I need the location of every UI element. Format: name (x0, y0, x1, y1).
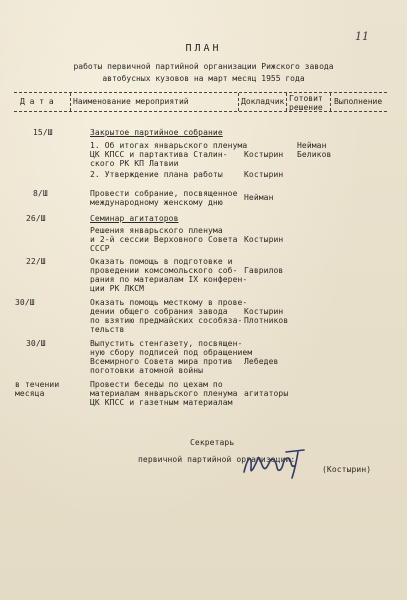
subtitle-line-2: автобусных кузовов на март месяц 1955 года (102, 74, 305, 83)
row-text: СССР (90, 244, 110, 253)
row-text: Провести беседы по цехам по (90, 380, 223, 389)
row-text: ную сбору подписей под обращением (90, 348, 253, 357)
row-speaker: Плотников (244, 316, 289, 325)
header-event: Наименование мероприятий (73, 97, 189, 106)
row-speaker: Нейман (244, 193, 274, 202)
row-date: 8/Ш (33, 189, 48, 198)
row-text: международному женскому дню (90, 198, 223, 207)
row-speaker: агитаторы (244, 389, 289, 398)
row-text: Выпустить стенгазету, посвящен- (90, 339, 243, 348)
signature-title: Секретарь (190, 438, 235, 447)
row-text: дении общего собрания завода (90, 307, 228, 316)
row-heading: Закрытое партийное собрание (90, 128, 223, 137)
row-speaker: Лебедев (244, 357, 279, 366)
row-date: 22/Ш (26, 257, 46, 266)
row-date: в течении (15, 380, 60, 389)
row-text: ции РК ЛКСМ (90, 284, 145, 293)
column-divider (286, 93, 287, 111)
page-number: 11 (355, 30, 369, 43)
row-text: Всемирного Совета мира против (90, 357, 233, 366)
row-text: Провести собрание, посвященное (90, 189, 238, 198)
row-date: 30/Ш (15, 298, 35, 307)
row-heading: Семинар агитаторов (90, 214, 179, 223)
row-text: 1. Об итогах январьского пленума (90, 141, 248, 150)
subtitle-line-1: работы первичной партийной организации Рижского завода (73, 62, 334, 71)
column-divider (70, 93, 71, 111)
row-speaker: Гаврилов (244, 266, 284, 275)
row-text: ЦК КПСС и партактива Сталин- (90, 150, 228, 159)
signature-org: первичной партийной организации: (138, 455, 296, 464)
row-date: 15/Ш (33, 128, 53, 137)
row-speaker: Костырин (244, 235, 284, 244)
row-date: 26/Ш (26, 214, 46, 223)
header-speaker: Докладчик (241, 97, 285, 106)
row-text: Решения январьского пленума (90, 226, 223, 235)
row-text: ского РК КП Латвии (90, 159, 179, 168)
row-preparer: Нейман (297, 141, 327, 150)
row-text: материалам январьского пленума (90, 389, 238, 398)
column-divider (238, 93, 239, 111)
document-title: ПЛАН (185, 43, 222, 54)
row-date: месяца (15, 389, 45, 398)
row-text: Оказать помощь в подготовке и (90, 257, 233, 266)
signature-name: (Костырин) (322, 465, 372, 474)
row-speaker: Костырин (244, 150, 284, 159)
column-divider (330, 93, 331, 111)
row-preparer: Беликов (297, 150, 332, 159)
row-text: и 2-й сессии Верховного Совета (90, 235, 238, 244)
header-date: Д а т а (20, 97, 54, 106)
header-bottom-rule (14, 111, 387, 112)
row-text: 2. Утверждение плана работы (90, 170, 223, 179)
row-text: поготовки атомной войны (90, 366, 204, 375)
row-speaker: Костырин (244, 170, 284, 179)
header-prepares: Готовит решение (289, 94, 323, 112)
row-text: по взятию предмайских сособяза- (90, 316, 243, 325)
row-text: проведении комсомольского соб- (90, 266, 238, 275)
handwritten-signature (238, 446, 318, 482)
row-date: 30/Ш (26, 339, 46, 348)
header-done: Выполнение (334, 97, 383, 106)
row-text: Оказать помощь месткому в прове- (90, 298, 248, 307)
row-text: рания по материалам IX конферен- (90, 275, 248, 284)
row-speaker: Костырин (244, 307, 284, 316)
row-text: тельств (90, 325, 125, 334)
row-text: ЦК КПСС и газетным материалам (90, 398, 233, 407)
